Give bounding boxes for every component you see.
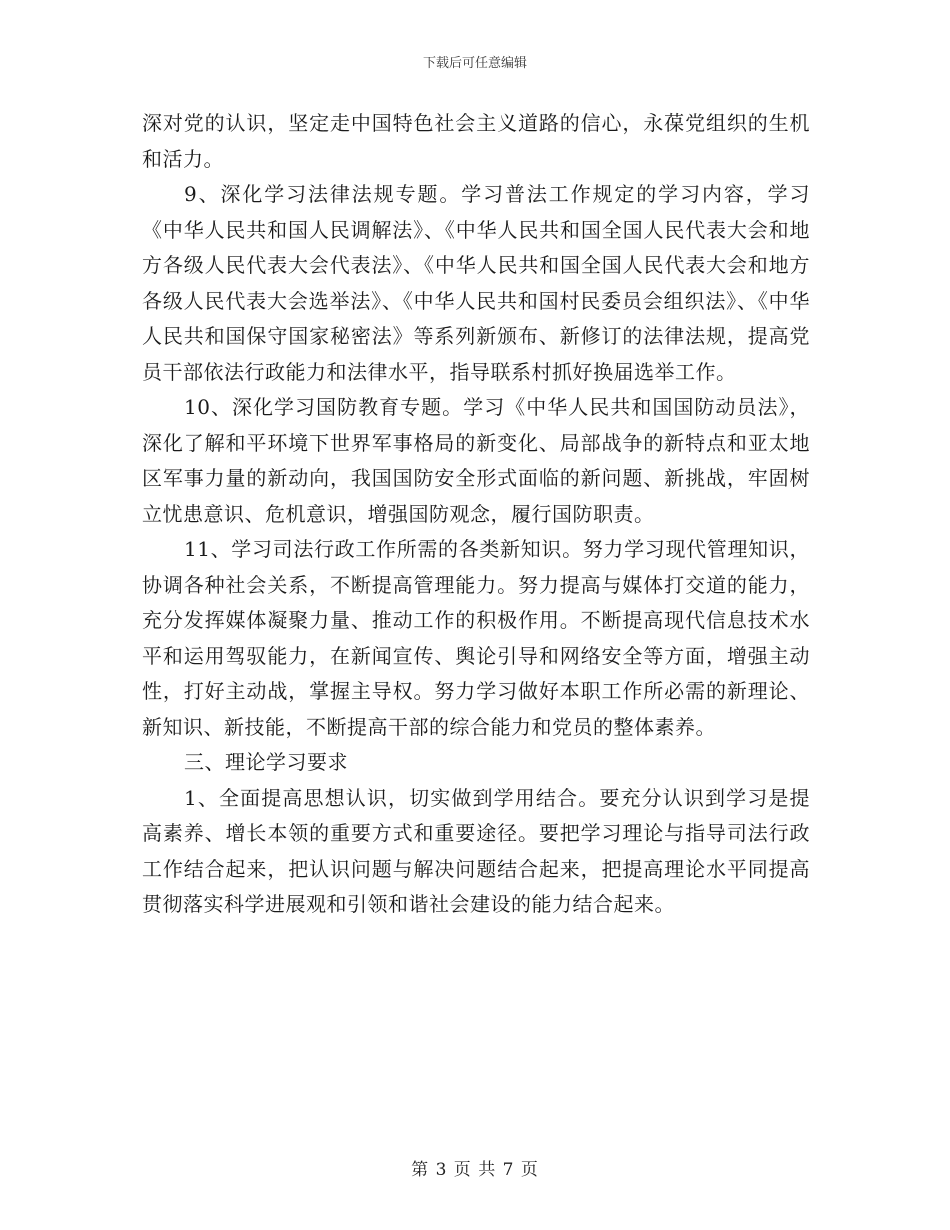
paragraph-3: 10、深化学习国防教育专题。学习《中华人民共和国国防动员法》，深化了解和平环境下世界军事格局的新变化、局部战争的新特点和亚太地区军事力量的新动向，我国国防安全形式面临的新问题、新挑战，牢固树立忧患意识、危机意识，增强国防观念，履行国防职责。 — [142, 395, 810, 526]
paragraph-4: 11、学习司法行政工作所需的各类新知识。努力学习现代管理知识，协调各种社会关系，不断提高管理能力。努力提高与媒体打交道的能力，充分发挥媒体凝聚力量、推动工作的积极作用。不断提高现代信息技术水平和运用驾驭能力，在新闻宣传、舆论引导和网络安全等方面，增强主动性，打好主动战，掌握主导权。努力学习做好本职工作所必需的新理论、新知识、新技能，不断提高干部的综合能力和党员的整体素养。 — [142, 537, 810, 739]
paragraph-5: 1、全面提高思想认识，切实做到学用结合。要充分认识到学习是提高素养、增长本领的重要方式和重要途径。要把学习理论与指导司法行政工作结合起来，把认识问题与解决问题结合起来，把提高理论水平同提高贯彻落实科学进展观和引领和谐社会建设的能力结合起来。 — [142, 785, 810, 916]
page-header: 下载后可任意编辑 — [422, 56, 527, 71]
section-heading: 三、理论学习要求 — [184, 750, 348, 774]
paragraph-1: 深对党的认识，坚定走中国特色社会主义道路的信心，永葆党组织的生机和活力。 — [142, 111, 810, 171]
document-body — [142, 106, 810, 923]
page-number: 第 3 页 共 7 页 — [411, 1160, 539, 1180]
paragraph-2: 9、深化学习法律法规专题。学习普法工作规定的学习内容，学习《中华人民共和国人民调解法》、《中华人民共和国全国人民代表大会和地方各级人民代表大会代表法》、《中华人民共和国全国人民代表大会和地方各级人民代表大会选举法》、《中华人民共和国村民委员会组织法》、《中华人民共和国保守国家秘密法》等系列新颁布、新修订的法律法规，提高党员干部依法行政能力和法律水平，指导联系村抓好换届选举工作。 — [142, 182, 810, 384]
